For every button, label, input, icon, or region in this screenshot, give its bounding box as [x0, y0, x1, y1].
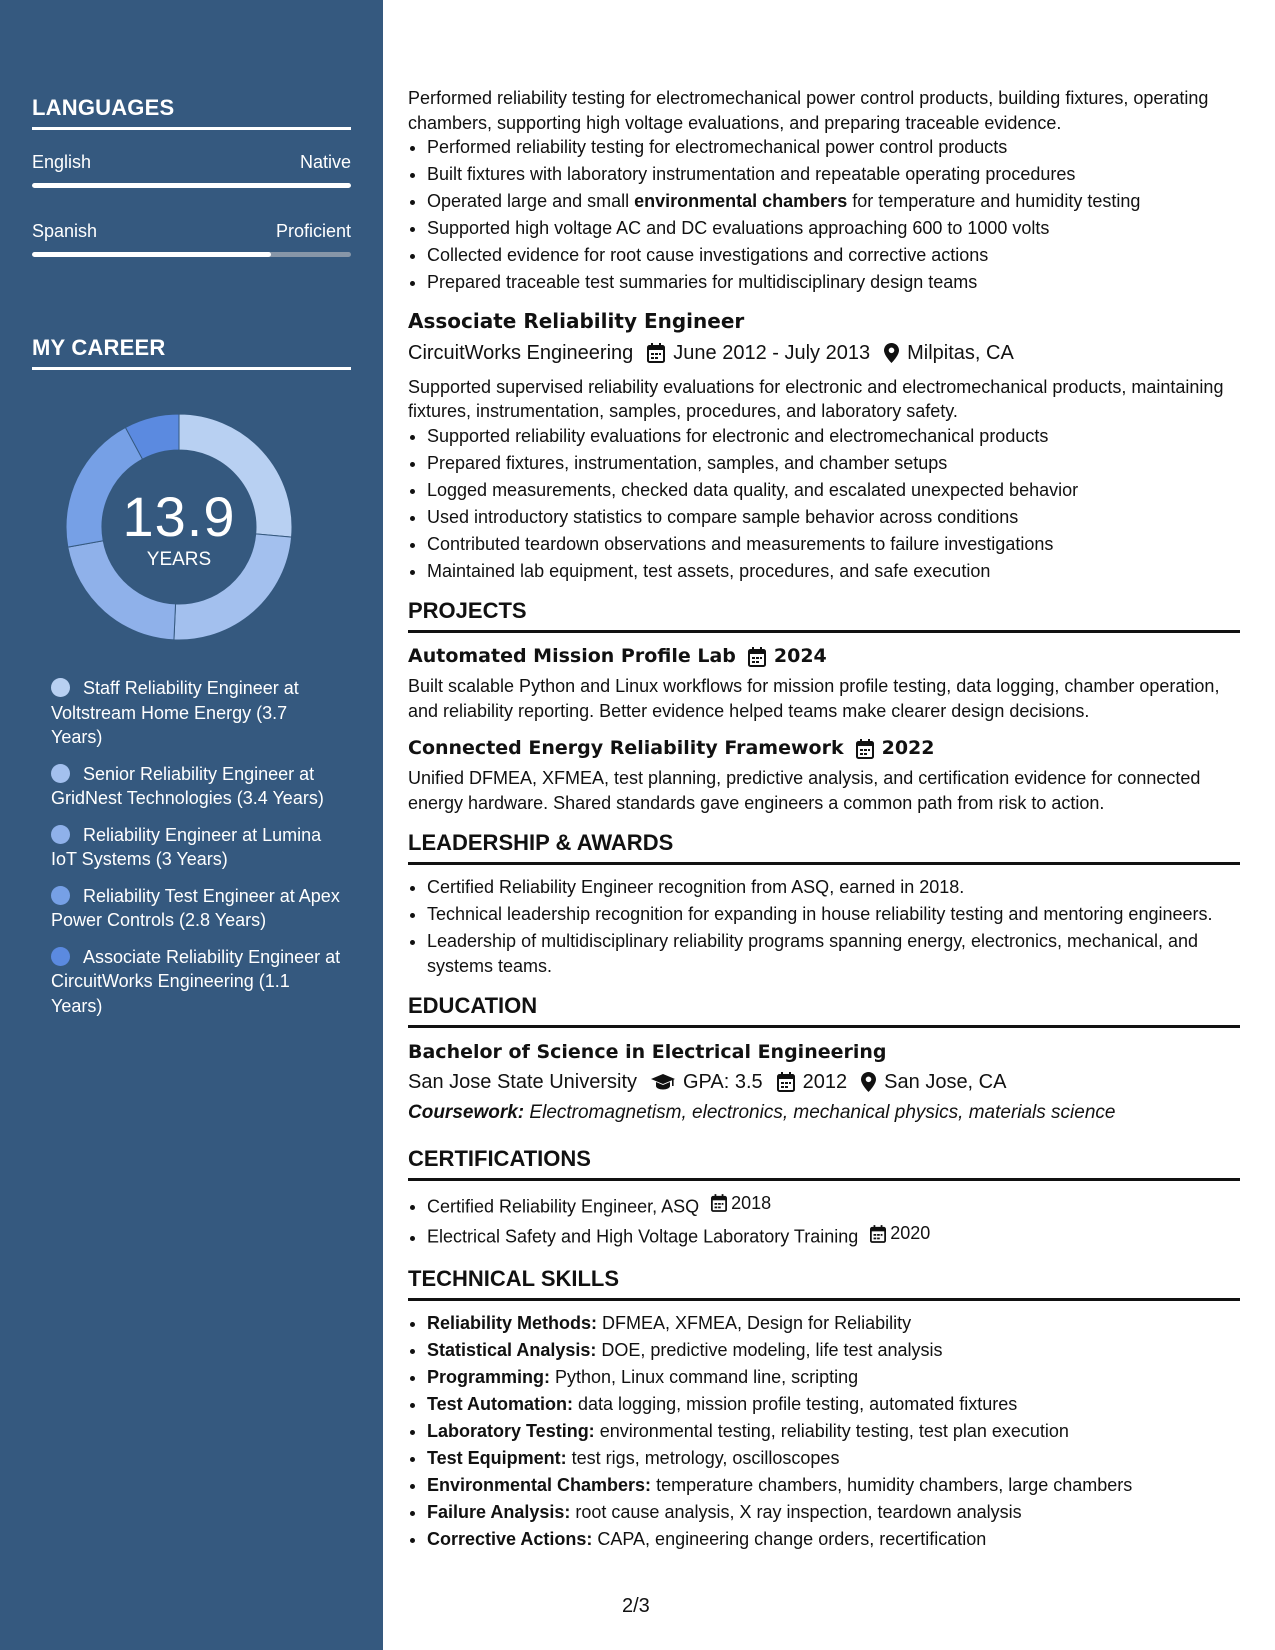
job-summary: Supported supervised reliability evaluations for electronic and electromechanical products, maintaining fixtures, instrumentation, samples, procedures, and laboratory safety. [408, 376, 1224, 421]
career-item [51, 676, 341, 750]
career-total: 13.9 [122, 485, 236, 548]
project-year: 2022 [881, 737, 935, 759]
skill-item [427, 1392, 1240, 1417]
skill-item [427, 1365, 1240, 1390]
career-item-text: Staff Reliability Engineer at Voltstream Home Energy (3.7 Years) [51, 678, 299, 747]
list-item: • Technical leadership recognition for expanding in house reliability testing and mentoring engineers. [427, 902, 1240, 927]
list-item: • Supported high voltage AC and DC evaluations approaching 600 to 1000 volts [427, 216, 1240, 241]
career-item [51, 823, 341, 872]
school-name: San Jose State University [408, 1071, 637, 1093]
graduation-cap-icon [651, 1073, 675, 1091]
job-location: Milpitas, CA [907, 341, 1014, 364]
career-dot-icon [51, 764, 70, 783]
bullet-text: for temperature and humidity testing [847, 191, 1141, 211]
language-spanish [32, 221, 351, 257]
calendar-icon [870, 1225, 886, 1243]
prev-job-bullets [408, 135, 1240, 295]
language-english [32, 152, 351, 188]
skill-item [427, 1473, 1240, 1498]
job-bullets [408, 424, 1240, 584]
skill-value: DOE, predictive modeling, life test analysis [596, 1340, 943, 1360]
calendar-icon [856, 739, 874, 759]
job-dates: June 2012 - July 2013 [673, 341, 871, 364]
degree-title: Bachelor of Science in Electrical Engineering [408, 1041, 887, 1063]
prev-job-summary: Performed reliability testing for electromechanical power control products, building fixtures, operating chambers, supporting high voltage evaluations, and preparing traceable evidence. [408, 88, 1209, 133]
location-pin-icon [861, 1072, 876, 1092]
skill-label: Failure Analysis: [427, 1502, 571, 1522]
cert-name: Electrical Safety and High Voltage Laboratory Training [427, 1226, 859, 1247]
list-item: • Built fixtures with laboratory instrumentation and repeatable operating procedures [427, 162, 1240, 187]
list-item: • Maintained lab equipment, test assets, procedures, and safe execution [427, 559, 1240, 584]
skill-label: Statistical Analysis: [427, 1340, 597, 1360]
certifications-list [408, 1191, 1240, 1249]
coursework [408, 1100, 1240, 1125]
projects-heading: PROJECTS [408, 597, 1240, 633]
list-item: • Prepared fixtures, instrumentation, samples, and chamber setups [427, 451, 1240, 476]
cert-year: 2018 [731, 1193, 772, 1213]
career-item-text: Reliability Test Engineer at Apex Power Controls (2.8 Years) [51, 885, 340, 930]
project-title [408, 735, 1240, 762]
skill-label: Reliability Methods: [427, 1313, 598, 1333]
project-year: 2024 [773, 645, 827, 667]
language-level: Proficient [275, 221, 351, 241]
career-donut [66, 414, 292, 640]
skill-label: Corrective Actions: [427, 1529, 593, 1549]
gpa: GPA: 3.5 [683, 1071, 763, 1093]
bullet-bold: environmental chambers [634, 191, 848, 211]
skill-value: data logging, mission profile testing, automated fixtures [573, 1394, 1018, 1414]
page-number: 2/3 [622, 1595, 650, 1617]
language-proficiency-bar [32, 183, 351, 188]
skill-value: DFMEA, XFMEA, Design for Reliability [597, 1313, 912, 1333]
list-item: • Performed reliability testing for electromechanical power control products [427, 135, 1240, 160]
cert-name: Certified Reliability Engineer, ASQ [427, 1196, 700, 1217]
calendar-icon [647, 343, 665, 363]
skill-value: test rigs, metrology, oscilloscopes [566, 1448, 840, 1468]
list-item [427, 189, 1240, 214]
career-item [51, 762, 341, 811]
project-name: Connected Energy Reliability Framework [408, 737, 844, 759]
language-name: English [32, 152, 92, 172]
languages-heading: LANGUAGES [32, 95, 351, 130]
coursework-label: Coursework: [408, 1102, 525, 1123]
sidebar [0, 0, 383, 1650]
skills-list [408, 1311, 1240, 1552]
list-item [427, 1191, 1240, 1219]
skill-item [427, 1419, 1240, 1444]
skill-item [427, 1338, 1240, 1363]
calendar-icon [748, 647, 766, 667]
skill-value: temperature chambers, humidity chambers, large chambers [651, 1475, 1133, 1495]
main-content [408, 86, 1240, 1554]
location-pin-icon [884, 343, 899, 363]
career-dot-icon [51, 947, 70, 966]
career-dot-icon [51, 678, 70, 697]
career-item-text: Reliability Engineer at Lumina IoT Systems (3 Years) [51, 824, 322, 869]
project-name: Automated Mission Profile Lab [408, 645, 736, 667]
career-item [51, 884, 341, 933]
leadership-heading: LEADERSHIP & AWARDS [408, 829, 1240, 865]
skill-label: Test Automation: [427, 1394, 573, 1414]
list-item: • Prepared traceable test summaries for multidisciplinary design teams [427, 270, 1240, 295]
skill-value: root cause analysis, X ray inspection, teardown analysis [570, 1502, 1022, 1522]
coursework-text: Electromagnetism, electronics, mechanical physics, materials science [524, 1102, 1116, 1123]
career-item-text: Associate Reliability Engineer at CircuitWorks Engineering (1.1 Years) [51, 946, 341, 1016]
project-title [408, 643, 1240, 670]
skill-item [427, 1311, 1240, 1336]
skill-label: Programming: [427, 1367, 551, 1387]
skill-item [427, 1500, 1240, 1525]
list-item: • Collected evidence for root cause investigations and corrective actions [427, 243, 1240, 268]
skill-label: Environmental Chambers: [427, 1475, 652, 1495]
list-item: • Used introductory statistics to compare sample behavior across conditions [427, 505, 1240, 530]
leadership-list [408, 875, 1240, 978]
skill-value: CAPA, engineering change orders, recertification [592, 1529, 987, 1549]
project-description: Unified DFMEA, XFMEA, test planning, predictive analysis, and certification evidence for connected energy hardware. Shared standards gave engineers a common path from risk to action. [408, 768, 1201, 813]
list-item [427, 1221, 1240, 1249]
career-heading: MY CAREER [32, 335, 351, 370]
skills-heading: TECHNICAL SKILLS [408, 1265, 1240, 1301]
language-level: Native [299, 152, 351, 172]
education-heading: EDUCATION [408, 992, 1240, 1028]
language-proficiency-fill [32, 183, 351, 188]
language-name: Spanish [32, 221, 98, 241]
language-proficiency-bar [32, 252, 351, 257]
career-dot-icon [51, 825, 70, 844]
skill-label: Test Equipment: [427, 1448, 567, 1468]
career-unit: YEARS [146, 549, 212, 570]
project-description: Built scalable Python and Linux workflows for mission profile testing, data logging, chamber operation, and reliability reporting. Better evidence helped teams make clearer design decisions. [408, 676, 1220, 721]
list-item: • Certified Reliability Engineer recognition from ASQ, earned in 2018. [427, 875, 1240, 900]
school-location: San Jose, CA [884, 1071, 1007, 1093]
skill-item [427, 1446, 1240, 1471]
job-company: CircuitWorks Engineering [408, 341, 634, 364]
language-proficiency-fill [32, 252, 271, 257]
career-item [51, 945, 341, 1019]
career-item-text: Senior Reliability Engineer at GridNest Technologies (3.4 Years) [51, 763, 324, 808]
graduation-year: 2012 [802, 1071, 848, 1093]
career-list [51, 676, 341, 1030]
calendar-icon [777, 1072, 795, 1092]
job-meta [408, 339, 1240, 367]
cert-year: 2020 [890, 1223, 931, 1244]
list-item: • Contributed teardown observations and measurements to failure investigations [427, 532, 1240, 557]
skill-value: Python, Linux command line, scripting [550, 1367, 859, 1387]
bullet-text: Operated large and small [427, 191, 635, 211]
skill-label: Laboratory Testing: [427, 1421, 595, 1441]
list-item: • Supported reliability evaluations for electronic and electromechanical products [427, 424, 1240, 449]
list-item: • Logged measurements, checked data quality, and escalated unexpected behavior [427, 478, 1240, 503]
job-title: Associate Reliability Engineer [408, 308, 745, 333]
calendar-icon [711, 1194, 727, 1212]
career-dot-icon [51, 886, 70, 905]
skill-item [427, 1527, 1240, 1552]
certifications-heading: CERTIFICATIONS [408, 1145, 1240, 1181]
skill-value: environmental testing, reliability testing, test plan execution [594, 1421, 1069, 1441]
list-item: • Leadership of multidisciplinary reliability programs spanning energy, electronics, mechanical, and systems teams. [427, 929, 1240, 978]
education-meta [408, 1068, 1240, 1096]
